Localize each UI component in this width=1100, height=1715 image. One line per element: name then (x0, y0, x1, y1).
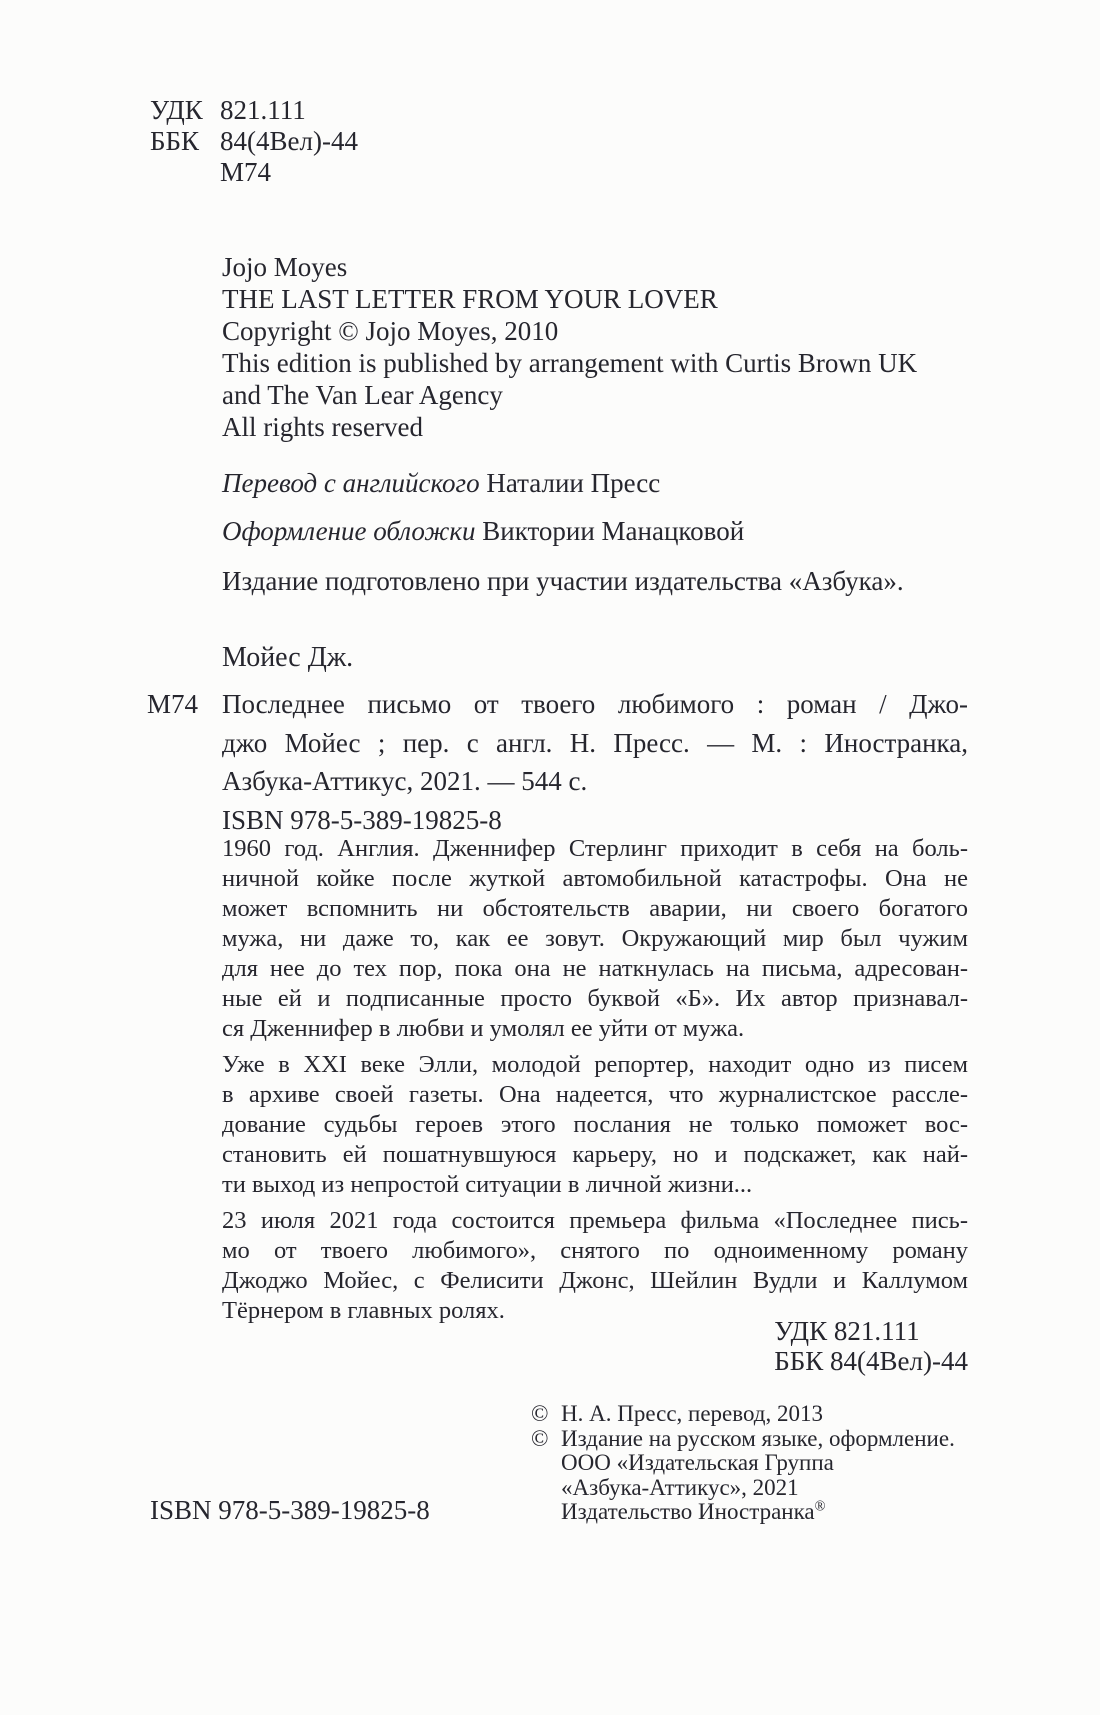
copyright-entry-lines (561, 1427, 955, 1525)
text-line: Уже в XXI веке Элли, молодой репортер, находит одно из писем (222, 1051, 968, 1078)
text-line: Тёрнером в главных ролях. (222, 1297, 505, 1324)
catalog-author-heading: Мойес Дж. (222, 642, 354, 673)
udk-label: УДК (150, 95, 203, 125)
isbn-line: ISBN 978-5-389-19825-8 (150, 1495, 430, 1525)
text-line: Copyright © Jojo Moyes, 2010 (222, 316, 559, 346)
text-line: мо от твоего любимого», снятого по одноименному роману (222, 1237, 968, 1264)
text-line: ти выход из непростой ситуации в личной жизни... (222, 1171, 753, 1198)
text-line: ББК 84(4Вел)-44 (774, 1346, 968, 1376)
translation-credit (222, 467, 660, 499)
text-line: Последнее письмо от твоего любимого : роман / Джо- (222, 689, 968, 719)
text-line: УДК 821.111 (774, 1316, 920, 1346)
author-code-row (150, 157, 358, 188)
text-line: Jojo Moyes (222, 252, 348, 282)
translation-role-label: Перевод с английского (222, 468, 480, 498)
text-line: джо Мойес ; пер. с англ. Н. Пресс. — М. : Иностранка, (222, 727, 968, 758)
cover-design-credit (222, 515, 744, 547)
text-line: мужа, ни даже то, как ее зовут. Окружающий мир был чужим (222, 925, 968, 952)
udk-row (150, 95, 358, 126)
text-line: and The Van Lear Agency (222, 380, 503, 410)
text-line: может вспомнить ни обстоятельств аварии, ни своего богатого (222, 895, 968, 922)
text-line: «Азбука-Аттикус», 2021 (561, 1474, 799, 1500)
cover-role-label: Оформление обложки (222, 516, 476, 546)
text-line: This edition is published by arrangement with Curtis Brown UK (222, 348, 918, 378)
text-line: Азбука-Аттикус, 2021. — 544 с. (222, 766, 588, 796)
text-line: ся Дженнифер в любви и умолял ее уйти от мужа. (222, 1015, 745, 1042)
text-line: дование судьбы героев этого послания не только поможет вос- (222, 1111, 968, 1138)
annotation-paragraph-1 (222, 834, 968, 1044)
text-line: Джоджо Мойес, с Фелисити Джонс, Шейлин Вудли и Каллумом (222, 1267, 968, 1294)
top-classification-codes (150, 95, 358, 188)
annotation-paragraph-2 (222, 1050, 968, 1200)
text-line: Издание на русском языке, оформление. (561, 1425, 955, 1451)
copyright-entry-publisher (531, 1427, 955, 1525)
annotation-paragraph-3 (222, 1206, 968, 1326)
text-line: становить ей пошатнувшуюся карьеру, но и подскажет, как най- (222, 1141, 968, 1168)
cover-designer-name: Виктории Манацковой (482, 516, 745, 546)
text-line: Издательство Иностранка® (561, 1498, 826, 1524)
text-line: Н. А. Пресс, перевод, 2013 (561, 1401, 823, 1426)
text-line: в архиве своей газеты. Она надеется, что журналистское рассле- (222, 1081, 968, 1108)
bbk-value: 84(4Вел)-44 (220, 126, 358, 156)
text-line: ные ей и подписанные просто буквой «Б». Их автор признавал- (222, 985, 968, 1012)
copyright-symbol: © (531, 1401, 549, 1426)
catalog-entry-code: М74 (147, 689, 199, 719)
copyright-entry-translation (531, 1402, 955, 1427)
catalog-entry (222, 685, 968, 839)
original-copyright-block (222, 251, 917, 443)
translator-name: Наталии Пресс (486, 468, 661, 498)
text-line: для нее до тех пор, пока она не наткнулась на письма, адресован- (222, 955, 968, 982)
copyright-symbol: © (531, 1425, 549, 1451)
udk-value: 821.111 (220, 95, 306, 125)
text-line: 1960 год. Англия. Дженнифер Стерлинг приходит в себя на боль- (222, 835, 968, 862)
text-line: THE LAST LETTER FROM YOUR LOVER (222, 284, 718, 314)
bbk-row (150, 126, 358, 157)
text-line: ISBN 978-5-389-19825-8 (222, 804, 502, 835)
text-line: 23 июля 2021 года состоится премьера фильма «Последнее пись- (222, 1207, 968, 1234)
copyright-entry-lines (561, 1402, 955, 1427)
text-line: ООО «Издательская Группа (561, 1450, 834, 1475)
annotation (222, 834, 968, 1326)
author-code-value: М74 (220, 157, 272, 187)
bbk-label: ББК (150, 126, 200, 156)
copyright-block (531, 1402, 955, 1525)
bottom-classification-codes (774, 1316, 968, 1376)
edition-note: Издание подготовлено при участии издательства «Азбука». (222, 566, 904, 596)
text-line: ничной койке после жуткой автомобильной катастрофы. Она не (222, 865, 968, 892)
text-line: All rights reserved (222, 412, 423, 442)
